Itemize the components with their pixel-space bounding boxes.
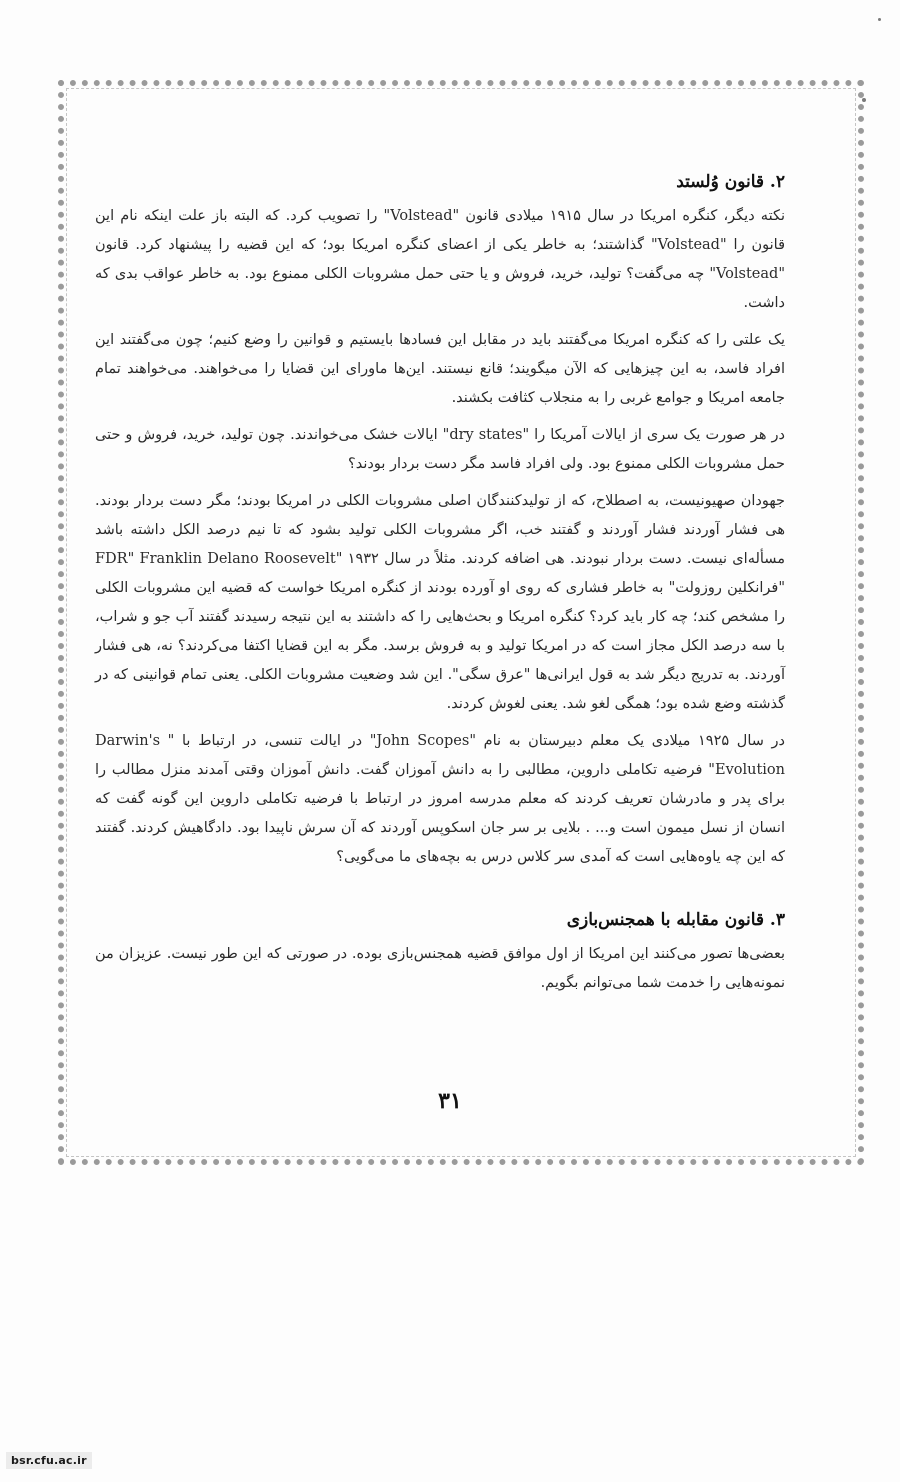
page-number: ۳۱ (438, 1088, 462, 1114)
section-heading: ۳. قانون مقابله با همجنس‌بازی (566, 910, 785, 930)
paragraph: یک علتی را که کنگره امریکا می‌گفتند باید در مقابل این فسادها بایستیم و قوانین را وضع کنیم؛ چون می‌گفتند این افراد فاسد، به این چیزهایی که الآن میگویند؛ قانع نیستند. این‌ها ماورای این قضایا را می‌خواهند. می‌خواهند تمام جامعه امریکا و جوامع غربی را به منجلاب کثافت بکشند. (95, 332, 785, 406)
watermark: bsr.cfu.ac.ir (6, 1452, 92, 1469)
paragraph: در هر صورت یک سری از ایالات آمریکا را "dry states" ایالات خشک می‌خواندند. چون تولید، خرید، فروش و حتی حمل مشروبات الکلی ممنوع بود. ولی افراد فاسد مگر دست بردار بودند؟ (95, 427, 786, 472)
scan-speck (878, 18, 881, 21)
paragraph: بعضی‌ها تصور می‌کنند این امریکا از اول موافق قضیه همجنس‌بازی بوده. در صورتی که این طور نیست. عزیزان من نمونه‌هایی را خدمت شما می‌توانم بگویم. (95, 946, 785, 991)
section-heading: ۲. قانون وُلستد (676, 172, 785, 192)
paragraph: در سال ۱۹۲۵ میلادی یک معلم دبیرستان به نام "John Scopes" در ایالت تنسی، در ارتباط با " Darwin's Evolution" فرضیه تکاملی داروین، مطالبی را به دانش آموزان گفت. دانش آموزان وقتی آمدند منزل مطالب را برای پدر و مادرشان تعریف کردند که معلم مدرسه امروز در ارتباط با فرضیه تکاملی داروین این گونه گفت که انسان از نسل میمون است و... . بلایی بر سر جان اسکوپس آوردند که آن سرش ناپیدا بود. دادگاهیش کردند. گفتند که این چه یاوه‌هایی است که آمدی سر کلاس درس به بچه‌های ما می‌گویی؟ (95, 733, 785, 865)
paragraph: جهودان صهیونیست، به اصطلاح، که از تولیدکنندگان اصلی مشروبات الکلی در امریکا بودند؛ مگر دست بردار بودند. هی فشار آوردند فشار آوردند و گفتند خب، اگر مشروبات الکلی تولید بشود که تا نیم درصد الکل داشته باشد مسأله‌ای نیست. دست بردار نبودند. هی اضافه کردند. مثلاً در سال ۱۹۳۲ "FDR" Franklin Delano Roosevelt "فرانکلین روزولت" به خاطر فشاری که روی او آورده بودند از کنگره امریکا خواست که قضیه این مشروبات الکلی را مشخص کند؛ چه کار باید کرد؟ کنگره امریکا و بحث‌هایی را که داشتند به این نتیجه رسیدند گفتند آب جو و شراب، با سه درصد الکل مجاز است که در امریکا تولید و به فروش برسد. مگر به این قضایا اکتفا می‌کردند؟ نه، هی فشار آوردند. به تدریج دیگر شد به قول ایرانی‌ها "عرق سگی". این شد وضعیت مشروبات الکلی. یعنی تمام قوانینی که در گذشته وضع شده بود؛ همگی لغو شد. یعنی لغوش کردند. (95, 493, 786, 712)
scan-speck (862, 98, 866, 102)
paragraph: نکته دیگر، کنگره امریکا در سال ۱۹۱۵ میلادی قانون "Volstead" را تصویب کرد. که البته باز علت اینکه نام این قانون را "Volstead" گذاشتند؛ به خاطر یکی از اعضای کنگره امریکا بود؛ که این قضیه را پیشنهاد کرد. قانون "Volstead" چه می‌گفت؟ تولید، خرید، فروش و یا حتی حمل مشروبات الکلی ممنوع بود. به خاطر عواقب بدی که داشت. (95, 208, 785, 311)
page-content (95, 172, 785, 1006)
